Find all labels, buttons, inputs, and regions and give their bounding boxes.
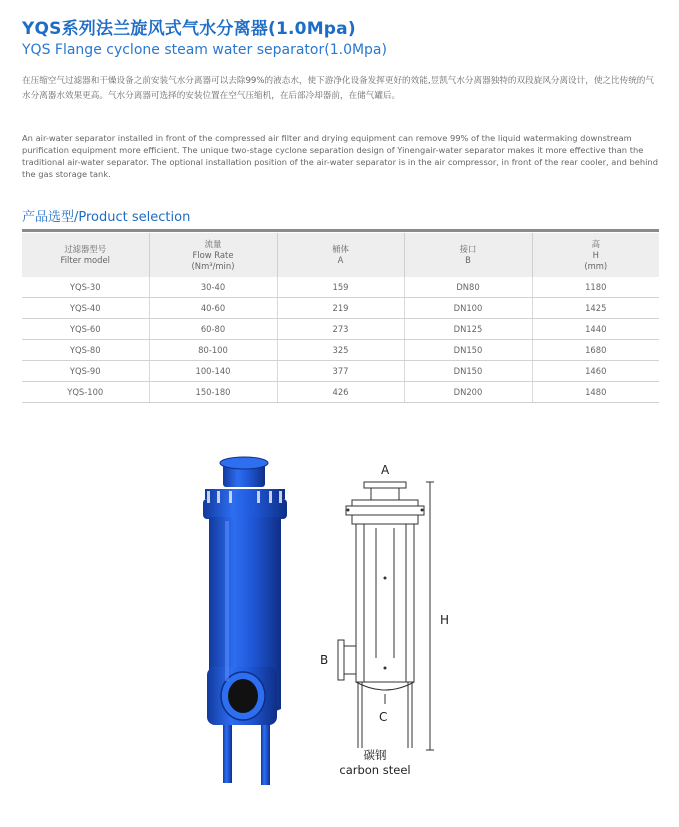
table-row [22, 382, 659, 403]
drawing-head [352, 515, 418, 524]
label-h: H [440, 613, 450, 627]
header-cn: 过滤器型号 [64, 244, 107, 254]
table-row [22, 298, 659, 319]
drawing-upper-flange-2 [346, 506, 424, 515]
cell-h: 1480 [532, 382, 659, 403]
product-selection-table [22, 233, 659, 403]
cell-model: YQS-40 [22, 298, 149, 319]
cell-a: 325 [277, 340, 404, 361]
cell-model: YQS-90 [22, 361, 149, 382]
header-port-b [404, 233, 532, 277]
table-row [22, 361, 659, 382]
page-title-cn: YQS系列法兰旋风式气水分离器(1.0Mpa) [22, 19, 356, 39]
cell-h: 1180 [532, 277, 659, 298]
table-row [22, 277, 659, 298]
label-a: A [381, 463, 390, 477]
cell-h: 1425 [532, 298, 659, 319]
header-en: Flow Rate [192, 249, 234, 260]
header-unit: (Nm³/min) [191, 260, 235, 271]
cell-a: 426 [277, 382, 404, 403]
drawing-bolts [347, 509, 424, 670]
material-caption [320, 748, 430, 778]
cell-flow: 60-80 [149, 319, 277, 340]
drawing-top-neck [371, 488, 399, 500]
cell-h: 1460 [532, 361, 659, 382]
cell-model: YQS-30 [22, 277, 149, 298]
header-en: B [465, 255, 471, 265]
label-c: C [379, 710, 388, 724]
header-cn: 桶体 [332, 244, 349, 254]
header-height-h [532, 233, 659, 277]
body-highlight [225, 521, 229, 681]
cell-a: 219 [277, 298, 404, 319]
header-body-a [277, 233, 404, 277]
table-top-rule [22, 229, 659, 232]
separator-product-photo [195, 455, 305, 790]
header-en: H [592, 249, 599, 260]
drawing-top-flange [364, 482, 406, 488]
label-b: B [320, 653, 329, 667]
table-row [22, 319, 659, 340]
intro-paragraph-en: An air-water separator installed in front of the compressed air filter and drying equipment can remove 99% of the liquid watermaking downstream purification equipment more efficient. The unique two-stage cyclone separation design of Yinengair-water separator makes it more effective than the traditional air-water separator. The optional installation position of the air-water separator is in the air compressor, in front of the rear cooler, and behind the gas storage tank. [22, 133, 658, 179]
cell-b: DN125 [404, 319, 532, 340]
page-title-en: YQS Flange cyclone steam water separator(1.0Mpa) [22, 42, 387, 58]
header-en: Filter model [60, 255, 110, 265]
header-en: A [337, 255, 344, 265]
table-header-row [22, 233, 659, 277]
header-cn: 流量 [204, 238, 222, 249]
drawing-upper-flange [352, 500, 418, 506]
cell-flow: 100-140 [149, 361, 277, 382]
drawing-side-outlet [344, 646, 356, 674]
section-title-product-selection: 产品选型/Product selection [22, 210, 191, 225]
cell-a: 377 [277, 361, 404, 382]
cell-b: DN100 [404, 298, 532, 319]
header-cn: 接口 [459, 244, 477, 254]
cell-a: 273 [277, 319, 404, 340]
cell-model: YQS-80 [22, 340, 149, 361]
header-cn: 高 [591, 238, 600, 249]
outlet-opening [228, 679, 258, 713]
cell-b: DN150 [404, 361, 532, 382]
cell-h: 1440 [532, 319, 659, 340]
header-flow-rate [149, 233, 277, 277]
cell-b: DN200 [404, 382, 532, 403]
intro-paragraph-cn: 在压缩空气过滤器和干燥设备之前安装气水分离器可以去除99%的液态水，使下游净化设备发挥更好的效能,昱凯气水分离器独特的双段旋风分离设计，使之比传统的气水分离器水效果更高。气水分离器可选择的安装位置在空气压缩机，在后部冷却器前，在储气罐后。 [22, 76, 654, 101]
top-flange [220, 457, 268, 469]
table-row [22, 340, 659, 361]
cell-b: DN80 [404, 277, 532, 298]
cell-flow: 40-60 [149, 298, 277, 319]
cell-model: YQS-100 [22, 382, 149, 403]
cell-b: DN150 [404, 340, 532, 361]
header-unit: (mm) [584, 260, 608, 271]
dimension-drawing [318, 458, 458, 758]
drawing-bottom-dish [356, 682, 414, 690]
material-en: carbon steel [339, 763, 411, 777]
cell-flow: 30-40 [149, 277, 277, 298]
upper-head [203, 499, 287, 519]
vessel-body [209, 517, 281, 687]
drawing-side-flange [338, 640, 344, 680]
cell-model: YQS-60 [22, 319, 149, 340]
cell-flow: 80-100 [149, 340, 277, 361]
cell-flow: 150-180 [149, 382, 277, 403]
material-cn: 碳钢 [363, 748, 387, 762]
header-filter-model [22, 233, 149, 277]
cell-h: 1680 [532, 340, 659, 361]
drawing-vessel-body [356, 524, 414, 682]
cell-a: 159 [277, 277, 404, 298]
